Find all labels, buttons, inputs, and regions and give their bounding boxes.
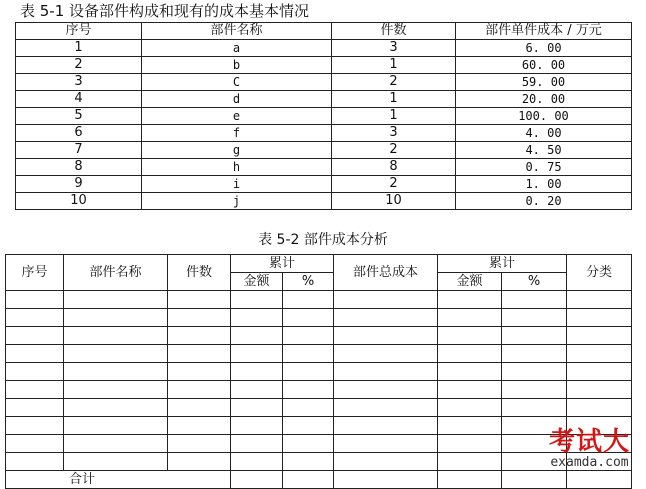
- table-row: [6, 453, 632, 471]
- table-row: [16, 142, 632, 159]
- table-cell: [231, 417, 283, 435]
- table-cell: 4. 50: [456, 142, 632, 159]
- table-row: [16, 176, 632, 193]
- table-cell: [6, 345, 64, 363]
- header-cumulative-2: 累计: [438, 255, 567, 273]
- table-cell: [334, 327, 438, 345]
- table-cell: [231, 435, 283, 453]
- table-cell: [64, 399, 168, 417]
- table-cell: 1. 00: [456, 176, 632, 193]
- table-row: [6, 399, 632, 417]
- table-cell: [334, 453, 438, 471]
- table-cell: [438, 291, 502, 309]
- table-cell: 10: [332, 193, 456, 210]
- table-row: [16, 193, 632, 210]
- table-cell: [567, 381, 632, 399]
- header-total-cost: 部件总成本: [334, 255, 438, 291]
- table-row: [6, 363, 632, 381]
- table-cell: [438, 453, 502, 471]
- table-row: [16, 108, 632, 125]
- table-cell: [283, 381, 334, 399]
- table-cell: a: [142, 40, 332, 57]
- table-cell: [6, 309, 64, 327]
- column-header: 序号: [16, 23, 142, 40]
- table-cell: [168, 435, 231, 453]
- table-cell: [438, 417, 502, 435]
- table-cell: [168, 291, 231, 309]
- total-label: 合计: [6, 471, 231, 489]
- table-cell: 1: [16, 40, 142, 57]
- table-row: [6, 327, 632, 345]
- table-cell: [283, 345, 334, 363]
- table-row: [16, 40, 632, 57]
- total-row: [6, 471, 632, 489]
- table-cell: 60. 00: [456, 57, 632, 74]
- table-cell: [168, 309, 231, 327]
- table-cell: [168, 453, 231, 471]
- table-cell: [6, 327, 64, 345]
- table-cell: [283, 399, 334, 417]
- table-cell: [168, 327, 231, 345]
- table-cell: 2: [332, 74, 456, 91]
- table-row: [16, 57, 632, 74]
- table-cell: [502, 345, 567, 363]
- table-cell: [283, 471, 334, 489]
- table-cell: 3: [16, 74, 142, 91]
- table-cell: [334, 291, 438, 309]
- table1-title: 表 5-1 设备部件构成和现有的成本基本情况: [20, 2, 310, 20]
- table-cell: [6, 363, 64, 381]
- column-header: 部件名称: [142, 23, 332, 40]
- table-row: [6, 435, 632, 453]
- table-cell: 100. 00: [456, 108, 632, 125]
- table-cell: [64, 327, 168, 345]
- table-cell: [334, 345, 438, 363]
- header-cumulative-1: 累计: [231, 255, 334, 273]
- table-cell: 0. 20: [456, 193, 632, 210]
- table2-title: 表 5-2 部件成本分析: [258, 232, 388, 248]
- table-cell: [334, 417, 438, 435]
- header-name: 部件名称: [64, 255, 168, 291]
- table-cell: [438, 381, 502, 399]
- watermark-url: examda.com: [550, 455, 629, 470]
- table-cell: [231, 345, 283, 363]
- table-cell: [168, 399, 231, 417]
- table-cell: 6: [16, 125, 142, 142]
- table-cell: [64, 309, 168, 327]
- table-cell: 1: [332, 57, 456, 74]
- table-cell: [283, 327, 334, 345]
- table-cell: C: [142, 74, 332, 91]
- header-percent-2: %: [502, 273, 567, 291]
- table-cell: f: [142, 125, 332, 142]
- table-cell: [502, 363, 567, 381]
- table-cell: [64, 363, 168, 381]
- watermark-logo: [549, 428, 630, 470]
- table-cell: 4. 00: [456, 125, 632, 142]
- table-cell: 7: [16, 142, 142, 159]
- table-cell: i: [142, 176, 332, 193]
- table-cell: h: [142, 159, 332, 176]
- table-cell: [6, 399, 64, 417]
- table-cell: 9: [16, 176, 142, 193]
- table-cell: [438, 435, 502, 453]
- table-cell: [283, 363, 334, 381]
- table-cell: [502, 309, 567, 327]
- table-cell: [567, 471, 632, 489]
- table-cell: [567, 399, 632, 417]
- table-cell: 1: [332, 108, 456, 125]
- table-cell: [334, 363, 438, 381]
- watermark-text: 考试大: [548, 427, 630, 457]
- table-cell: [283, 417, 334, 435]
- table-cell: 1: [332, 91, 456, 108]
- table-cell: [502, 399, 567, 417]
- table-cell: [334, 309, 438, 327]
- table-row: [6, 345, 632, 363]
- table-cell: g: [142, 142, 332, 159]
- table-cell: [567, 309, 632, 327]
- table-cell: [168, 345, 231, 363]
- table-cell: 0. 75: [456, 159, 632, 176]
- table-cell: b: [142, 57, 332, 74]
- table-cell: 10: [16, 193, 142, 210]
- table-cell: 3: [332, 125, 456, 142]
- table-cell: [64, 417, 168, 435]
- table-cell: [231, 363, 283, 381]
- table-cell: [64, 453, 168, 471]
- table-cell: [334, 435, 438, 453]
- table-row: [16, 91, 632, 108]
- table-cell: [6, 381, 64, 399]
- table-cell: [438, 327, 502, 345]
- table-cell: [231, 327, 283, 345]
- table-row: [16, 125, 632, 142]
- table-row: [6, 309, 632, 327]
- table-cell: [334, 399, 438, 417]
- table-cell: [6, 291, 64, 309]
- table-cell: [283, 309, 334, 327]
- table-cell: [334, 471, 438, 489]
- table-cell: 20. 00: [456, 91, 632, 108]
- table-cell: [438, 345, 502, 363]
- table-cell: [438, 399, 502, 417]
- table-cell: [64, 291, 168, 309]
- table-cell: [168, 381, 231, 399]
- table-cell: [64, 345, 168, 363]
- table-cell: [168, 363, 231, 381]
- table-cell: e: [142, 108, 332, 125]
- table-cell: [231, 309, 283, 327]
- table-cell: 59. 00: [456, 74, 632, 91]
- table-cell: [283, 453, 334, 471]
- table-cell: [567, 291, 632, 309]
- table-cell: [231, 453, 283, 471]
- table-cell: [64, 435, 168, 453]
- table-cell: 8: [332, 159, 456, 176]
- table-cell: [283, 435, 334, 453]
- table-cell: [438, 309, 502, 327]
- header-amount-1: 金额: [231, 273, 283, 291]
- table-cell: [231, 381, 283, 399]
- table-cell: [438, 471, 502, 489]
- table-cell: [438, 363, 502, 381]
- header-category: 分类: [567, 255, 632, 291]
- table-cell: 2: [16, 57, 142, 74]
- table-cell: 6. 00: [456, 40, 632, 57]
- header-row: [6, 255, 632, 273]
- table-cell: [231, 291, 283, 309]
- column-header: 件数: [332, 23, 456, 40]
- table-cell: [168, 417, 231, 435]
- table-row: [6, 417, 632, 435]
- table-cell: [6, 417, 64, 435]
- table-cell: [502, 291, 567, 309]
- table-cell: [334, 381, 438, 399]
- cost-analysis-table: [5, 254, 632, 489]
- table-cell: d: [142, 91, 332, 108]
- table-cell: [567, 363, 632, 381]
- table-cell: [502, 471, 567, 489]
- table-cell: [64, 381, 168, 399]
- table-cell: [6, 435, 64, 453]
- header-amount-2: 金额: [438, 273, 502, 291]
- table-row: [16, 74, 632, 91]
- header-row: [16, 23, 632, 40]
- table-cell: 3: [332, 40, 456, 57]
- table-row: [6, 381, 632, 399]
- table-cell: [283, 291, 334, 309]
- header-seq: 序号: [6, 255, 64, 291]
- table-cell: 2: [332, 142, 456, 159]
- table-cell: [231, 471, 283, 489]
- table-cell: [502, 327, 567, 345]
- table-cell: 8: [16, 159, 142, 176]
- table-cell: [567, 345, 632, 363]
- table-cell: [502, 381, 567, 399]
- table-cell: [231, 399, 283, 417]
- table-row: [6, 291, 632, 309]
- header-percent-1: %: [283, 273, 334, 291]
- table-cell: [567, 327, 632, 345]
- table-row: [16, 159, 632, 176]
- column-header: 部件单件成本 / 万元: [456, 23, 632, 40]
- table-cell: j: [142, 193, 332, 210]
- cost-basics-table: [15, 22, 632, 210]
- table-cell: 2: [332, 176, 456, 193]
- table-cell: 5: [16, 108, 142, 125]
- table-cell: 4: [16, 91, 142, 108]
- header-count: 件数: [168, 255, 231, 291]
- table-cell: [6, 453, 64, 471]
